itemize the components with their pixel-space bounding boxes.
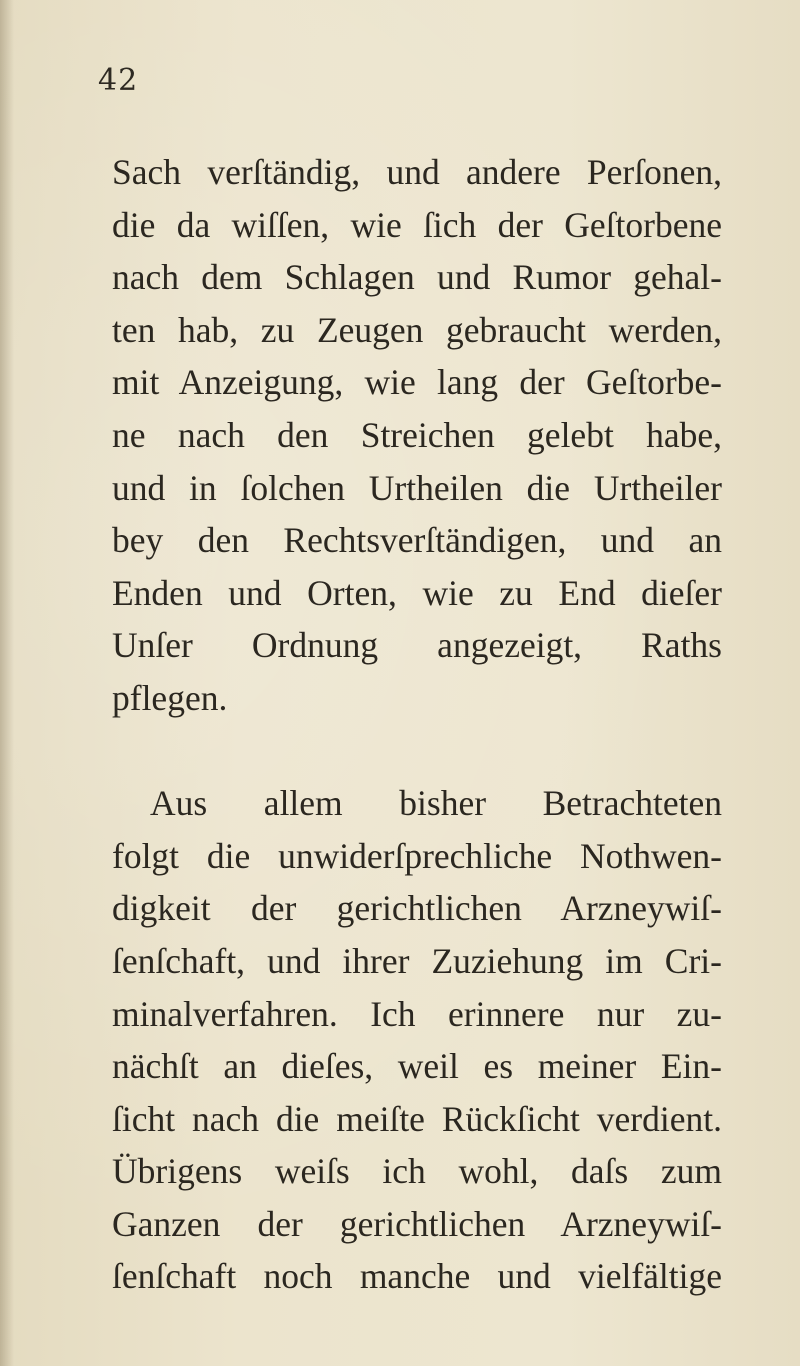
text-line: nach dem Schlagen und Rumor gehal- [112, 257, 722, 298]
text-line: mit Anzeigung, wie lang der Geſtorbe- [112, 362, 722, 403]
text-line: Ganzen der gerichtlichen Arzneywiſ- [112, 1203, 722, 1244]
text-line: Übrigens weiſs ich wohl, daſs zum [112, 1151, 722, 1192]
page-edge-shadow [0, 0, 14, 1366]
text-line: digkeit der gerichtlichen Arzneywiſ- [112, 888, 722, 929]
page-number: 42 [98, 63, 139, 98]
text-line: ſicht nach die meiſte Rückſicht verdient. [112, 1098, 722, 1139]
text-line: Enden und Orten, wie zu End dieſer [112, 572, 722, 613]
text-line: bey den Rechtsverſtändigen, und an [112, 520, 722, 561]
text-line: ne nach den Streichen gelebt habe, [112, 414, 722, 455]
paragraph-first-line: Aus allem bisher Betrachteten [150, 783, 722, 824]
text-line: ſenſchaft, und ihrer Zuziehung im Cri- [112, 940, 722, 981]
text-line: und in ſolchen Urtheilen die Urtheiler [112, 467, 722, 508]
text-line: ſenſchaft noch manche und vielfältige [112, 1256, 722, 1297]
body-text [112, 146, 722, 1303]
text-line: Unſer Ordnung angezeigt, Raths [112, 625, 722, 666]
text-line: die da wiſſen, wie ſich der Geſtorbene [112, 204, 722, 245]
text-line: Sach verſtändig, und andere Perſonen, [112, 152, 722, 192]
text-line: ten hab, zu Zeugen gebraucht werden, [112, 309, 722, 350]
text-line: nächſt an dieſes, weil es meiner Ein- [112, 1046, 722, 1087]
text-line: pflegen. [112, 677, 228, 718]
paragraph-gap [112, 725, 722, 778]
text-line: minalverfahren. Ich erinnere nur zu- [112, 993, 722, 1034]
text-line: folgt die unwiderſprechliche Nothwen- [112, 835, 722, 876]
